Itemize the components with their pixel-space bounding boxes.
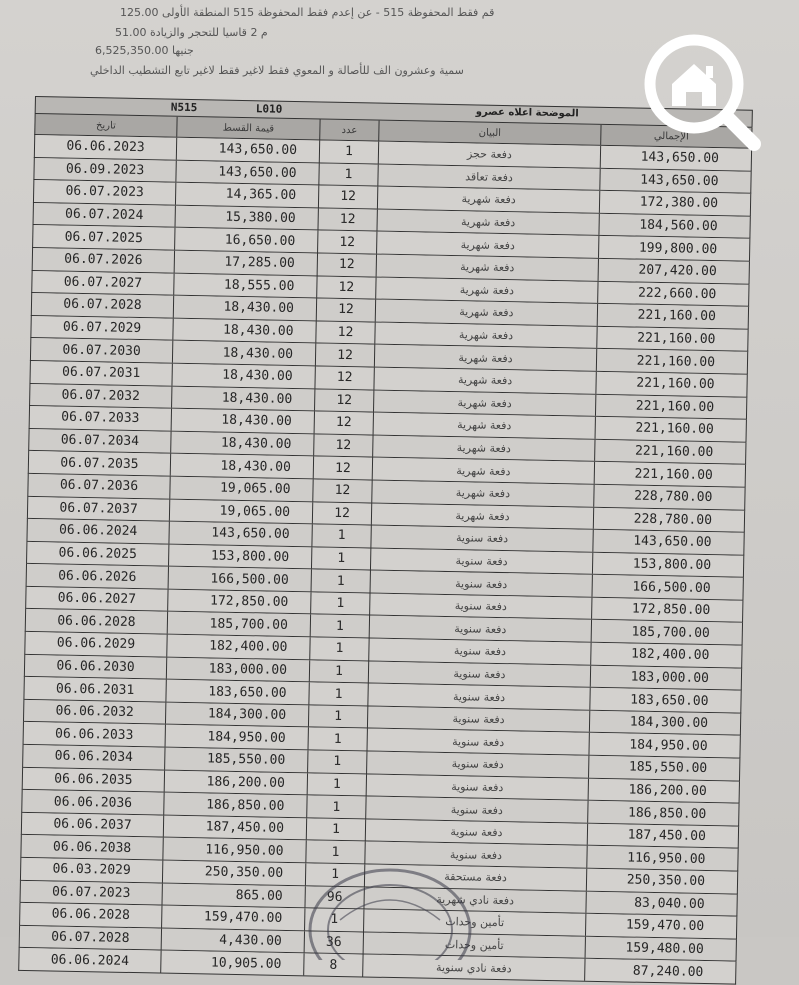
row-total: 172,380.00 [639,195,719,212]
row-amount: 182,400.00 [167,635,310,659]
row-count: 12 [317,299,376,322]
row-count: 1 [307,796,366,819]
row-count: 36 [305,931,364,954]
row-amount: 18,430.00 [174,296,317,320]
row-amount: 186,850.00 [164,793,307,817]
row-count: 96 [305,886,364,909]
row-description: دفعة شهرية [376,277,598,303]
row-count: 1 [310,637,369,660]
row-date: 06.06.2025 [27,542,169,566]
col-count-header: عدد [320,119,379,140]
row-count: 1 [306,863,365,886]
row-amount: 18,555.00 [174,273,317,297]
row-date: 06.07.2023 [34,180,176,204]
row-count: 1 [308,750,367,773]
row-date: 06.07.2034 [29,429,171,453]
row-description: دفعة سنوية [367,729,589,755]
row-description: دفعة سنوية [368,706,590,732]
row-amount: 185,550.00 [165,748,308,772]
row-amount: 159,470.00 [162,906,305,930]
row-count: 12 [319,186,378,209]
row-count: 12 [314,457,373,480]
row-description: دفعة سنوية [369,661,591,687]
row-date: 06.07.2036 [28,474,170,498]
row-date: 06.06.2034 [23,745,165,769]
row-description: تأمين وحدات [364,910,586,936]
row-total: 250,350.00 [626,872,706,890]
row-count: 12 [318,253,377,276]
row-date: 06.09.2023 [34,158,176,182]
row-description: دفعة شهرية [378,187,600,213]
row-count: 1 [312,570,371,593]
row-description: دفعة شهرية [373,458,595,484]
row-total: 221,160.00 [635,421,714,438]
row-date: 06.07.2028 [20,926,162,950]
row-total: 143,650.00 [633,533,712,551]
row-count: 1 [311,615,370,638]
row-amount: 153,800.00 [169,544,312,568]
unit-code: N515 [170,100,198,115]
row-date: 06.06.2031 [24,677,166,701]
row-amount: 116,950.00 [163,838,306,862]
row-date: 06.07.2023 [21,880,163,904]
row-count: 1 [309,728,368,751]
col-desc-header: البيان [379,121,601,145]
row-date: 06.06.2027 [26,587,168,611]
row-amount: 18,430.00 [173,318,316,342]
row-count: 12 [315,366,374,389]
row-description: تأمين وحدات [364,932,586,958]
row-total: 222,660.00 [637,285,717,302]
row-amount: 18,430.00 [171,431,314,455]
row-date: 06.06.2032 [24,700,166,724]
row-date: 06.07.2024 [34,203,176,227]
row-total: 221,160.00 [634,443,714,461]
row-description: دفعة سنوية [371,571,593,597]
row-total: 187,450.00 [627,827,707,845]
row-description: دفعة شهرية [373,435,595,461]
row-date: 06.06.2029 [25,632,167,656]
row-amount: 17,285.00 [175,251,318,275]
row-date: 06.06.2038 [21,835,163,859]
row-amount: 18,430.00 [171,454,314,478]
unit-subtitle: الموضحة اعلاه عصرو [475,106,579,120]
row-total: 221,160.00 [635,398,715,415]
row-amount: 183,000.00 [167,657,310,681]
row-description: دفعة سنوية [369,639,591,665]
row-date: 06.06.2028 [26,609,168,633]
row-amount: 19,065.00 [170,499,313,523]
row-count: 12 [314,434,373,457]
row-count: 1 [310,660,369,683]
col-amount-header: قيمة القسط [177,117,320,140]
row-amount: 10,905.00 [161,951,304,975]
row-total: 186,200.00 [628,782,707,799]
row-total: 183,000.00 [630,669,710,686]
row-total: 87,240.00 [632,963,704,980]
row-description: دفعة سنوية [371,548,593,574]
row-total: 183,650.00 [630,692,709,709]
row-total: 185,550.00 [628,759,708,777]
row-count: 1 [312,547,371,570]
row-amount: 166,500.00 [169,567,312,591]
row-date: 06.07.2030 [31,338,173,362]
row-description: دفعة سنوية [367,774,589,800]
row-count: 12 [315,389,374,412]
row-description: دفعة حجز [379,142,601,168]
header-line-4: سمية وعشرون الف للأصالة و المعوي فقط لاغير فقط لاغير تابع التشطيب الداخلي [90,64,464,77]
row-date: 06.07.2031 [30,361,172,385]
row-count: 1 [306,841,365,864]
row-count: 1 [319,163,378,186]
row-count: 12 [316,321,375,344]
row-description: دفعة نادي سنوية [363,955,585,981]
row-date: 06.06.2026 [27,564,169,588]
row-date: 06.06.2030 [25,655,167,679]
row-description: دفعة سنوية [368,684,590,710]
row-amount: 184,300.00 [166,702,309,726]
row-total: 186,850.00 [627,805,707,822]
row-amount: 18,430.00 [172,364,315,388]
row-count: 12 [313,479,372,502]
row-date: 06.07.2028 [32,293,174,317]
row-total: 228,780.00 [633,511,713,528]
row-description: دفعة سنوية [370,593,592,619]
row-description: دفعة شهرية [374,390,596,416]
row-description: دفعة سنوية [367,752,589,778]
row-date: 06.03.2029 [21,858,163,882]
row-total: 143,650.00 [640,149,720,167]
row-date: 06.06.2035 [23,768,165,792]
row-description: دفعة شهرية [376,300,598,326]
row-amount: 865.00 [162,883,305,907]
row-amount: 172,850.00 [168,590,311,614]
row-total: 221,160.00 [636,353,716,370]
row-total: 166,500.00 [632,579,711,596]
row-description: دفعة شهرية [377,232,599,258]
row-count: 1 [305,909,364,932]
row-count: 8 [304,954,363,977]
row-date: 06.07.2035 [29,451,171,475]
row-total: 153,800.00 [632,556,712,574]
row-amount: 184,950.00 [166,725,309,749]
row-amount: 4,430.00 [162,928,305,952]
row-description: دفعة سنوية [365,842,587,868]
row-date: 06.07.2026 [33,248,175,272]
row-date: 06.07.2029 [31,316,173,340]
row-total: 221,160.00 [636,375,715,393]
row-amount: 186,200.00 [165,770,308,794]
row-date: 06.06.2028 [20,903,162,927]
row-count: 12 [317,276,376,299]
row-date: 06.06.2023 [35,135,177,159]
row-count: 12 [318,231,377,254]
row-description: دفعة سنوية [366,797,588,823]
row-total: 221,160.00 [637,330,716,348]
row-amount: 183,650.00 [166,680,309,704]
row-description: دفعة تعاقد [378,164,600,190]
row-description: دفعة شهرية [377,255,599,281]
row-count: 12 [315,412,374,435]
row-amount: 185,700.00 [168,612,311,636]
seal-stamp [300,850,480,960]
row-total: 143,650.00 [640,172,719,190]
home-search-icon [636,26,764,154]
row-total: 228,780.00 [634,488,713,506]
row-total: 116,950.00 [627,850,706,867]
header-line-2: 51.00 م 2 قاسيا للتحجر والزيادة [115,26,268,39]
row-description: دفعة شهرية [374,413,596,439]
row-count: 1 [312,525,371,548]
row-total: 172,850.00 [631,601,711,619]
row-amount: 16,650.00 [175,228,318,252]
row-total: 184,560.00 [639,217,718,235]
row-amount: 143,650.00 [177,138,320,162]
row-total: 182,400.00 [630,646,710,664]
unit-number: L010 [255,102,283,116]
row-date: 06.06.2033 [24,722,166,746]
row-date: 06.06.2037 [22,813,164,837]
row-date: 06.07.2033 [30,406,172,430]
row-count: 1 [307,818,366,841]
row-description: دفعة شهرية [372,503,594,529]
row-description: دفعة سنوية [371,526,593,552]
row-count: 1 [309,683,368,706]
row-description: دفعة شهرية [372,480,594,506]
header-line-3: 6,525,350.00 جنيها [95,44,194,57]
row-count: 12 [316,344,375,367]
row-amount: 18,430.00 [172,409,315,433]
row-total: 184,950.00 [629,737,708,754]
row-amount: 187,450.00 [164,815,307,839]
row-total: 159,480.00 [625,940,704,958]
row-total: 199,800.00 [638,240,718,257]
row-count: 1 [320,140,379,163]
row-count: 12 [318,208,377,231]
row-count: 12 [313,502,372,525]
row-description: دفعة سنوية [370,616,592,642]
row-total: 184,300.00 [629,714,709,732]
row-total: 221,160.00 [637,308,717,325]
row-total: 207,420.00 [638,262,717,280]
row-amount: 250,350.00 [163,861,306,885]
row-total: 83,040.00 [634,895,705,912]
col-total-header: الإجمالي [653,130,689,143]
row-count: 1 [308,773,367,796]
row-amount: 18,430.00 [173,341,316,365]
row-date: 06.07.2027 [32,271,174,295]
row-description: دفعة شهرية [375,345,597,371]
row-total: 221,160.00 [634,466,713,483]
row-date: 06.07.2032 [30,383,172,407]
header-line-1: قم فقط المحفوظة 515 - عن إعدم فقط المحفوظة 515 المنطقة الأولى 125.00 [120,6,495,19]
row-description: دفعة شهرية [377,209,599,235]
row-total: 159,470.00 [625,917,705,935]
row-count: 1 [309,705,368,728]
row-amount: 143,650.00 [176,160,319,184]
row-description: دفعة مستحقة [365,864,587,890]
col-date-header: تاريخ [35,114,177,137]
row-count: 1 [311,592,370,615]
row-description: دفعة نادي شهرية [364,887,586,913]
row-description: دفعة شهرية [375,322,597,348]
row-description: دفعة شهرية [374,368,596,394]
row-amount: 14,365.00 [176,183,319,207]
row-date: 06.06.2024 [27,519,169,543]
row-amount: 143,650.00 [169,522,312,546]
row-date: 06.07.2037 [28,496,170,520]
row-amount: 19,065.00 [170,477,313,501]
row-amount: 15,380.00 [176,206,319,230]
row-date: 06.06.2024 [19,948,161,972]
row-date: 06.06.2036 [22,790,164,814]
row-total: 185,700.00 [631,624,710,641]
row-amount: 18,430.00 [172,386,315,410]
row-date: 06.07.2025 [33,225,175,249]
row-description: دفعة سنوية [366,819,588,845]
